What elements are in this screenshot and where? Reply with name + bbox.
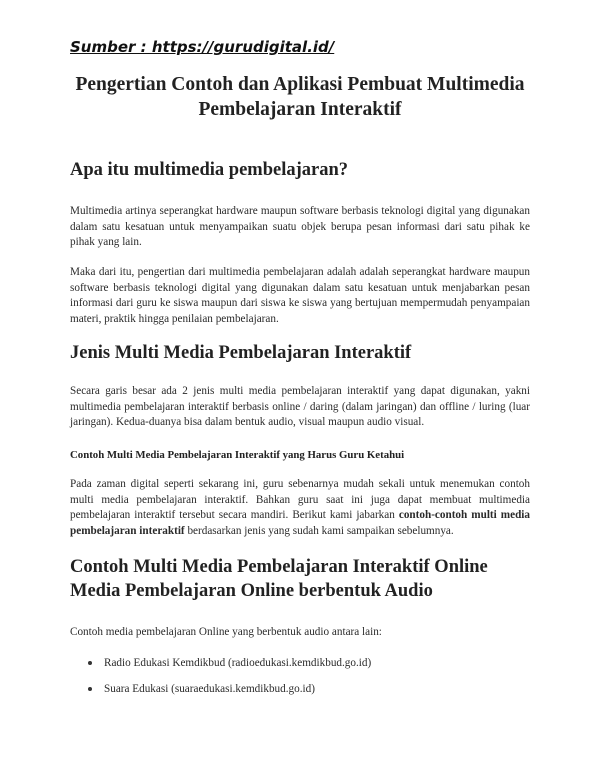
paragraph-definition: Multimedia artinya seperangkat hardware maupun software berbasis teknologi digital yang digunakan dalam satu kesatuan untuk menyampaikan suatu objek berupa pesan informasi dari satu pihak ke pihak yang lain. <box>70 205 530 249</box>
paragraph-examples-end: berdasarkan jenis yang sudah kami sampaikan sebelumnya. <box>184 524 454 537</box>
document-title: Pengertian Contoh dan Aplikasi Pembuat Multimedia Pembelajaran Interaktif <box>75 74 525 120</box>
paragraph-types: Secara garis besar ada 2 jenis multi media pembelajaran interaktif yang dapat digunakan, yakni multimedia pembelajaran interaktif berbasis online / daring (dalam jaringan) dan offline / luring (luar jaringan). Kedua-duanya bisa dalam bentuk audio, visual maupun audio visual. <box>70 385 530 429</box>
audio-examples-list <box>88 656 371 708</box>
paragraph-meaning: Maka dari itu, pengertian dari multimedia pembelajaran adalah adalah seperangkat hardware maupun software berbasis teknologi digital yang digunakan dalam satu kesatuan untuk menjabarkan pesan informasi dari guru ke siswa maupun dari siswa ke siswa yang bertujuan mempermudah penyampaian materi, praktik hingga penilaian pembelajaran. <box>70 266 530 325</box>
paragraph-examples <box>70 477 530 539</box>
bullet-icon <box>88 687 92 691</box>
subheading-examples: Contoh Multi Media Pembelajaran Interaktif yang Harus Guru Ketahui <box>70 449 405 461</box>
list-item <box>88 656 371 671</box>
bullet-icon <box>88 661 92 665</box>
paragraph-audio-intro: Contoh media pembelajaran Online yang berbentuk audio antara lain: <box>70 626 382 638</box>
list-item-text: Suara Edukasi (suaraedukasi.kemdikbud.go.id) <box>104 683 315 695</box>
section-heading-what-is: Apa itu multimedia pembelajaran? <box>70 160 349 180</box>
section-heading-online-audio: Contoh Multi Media Pembelajaran Interaktif Online Media Pembelajaran Online berbentuk Audio <box>70 557 488 601</box>
list-item <box>88 682 371 697</box>
paragraph-examples-bold: contoh-contoh multi media pembelajaran interaktif <box>70 509 530 537</box>
source-link[interactable]: Sumber : https://gurudigital.id/ <box>70 38 335 56</box>
paragraph-examples-start: Pada zaman digital seperti sekarang ini, guru sebenarnya mudah sekali untuk menemukan contoh multi media pembelajaran interaktif. Bahkan guru saat ini juga dapat membuat multimedia pembelajaran interaktif tersebut secara mandiri. Berikut kami jabarkan <box>70 478 530 522</box>
list-item-text: Radio Edukasi Kemdikbud (radioedukasi.kemdikbud.go.id) <box>104 657 372 669</box>
section-heading-types: Jenis Multi Media Pembelajaran Interaktif <box>70 343 412 363</box>
